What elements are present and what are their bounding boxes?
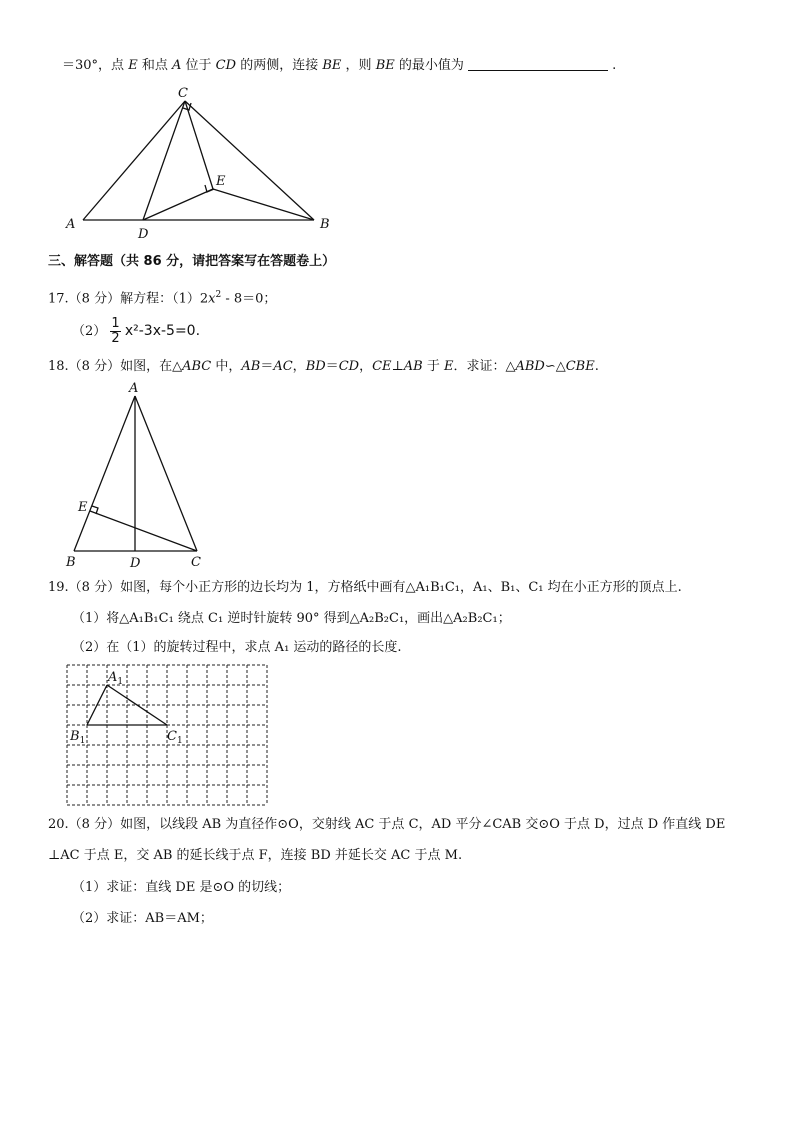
q18-ce: CE xyxy=(372,359,392,374)
q17-equation: x²-3x-5=0. xyxy=(124,323,201,339)
frac-den: 2 xyxy=(111,331,120,346)
q18-abd: ABD xyxy=(515,359,545,374)
q16-be: BE xyxy=(322,58,342,73)
q19-line1: 19.（8 分）如图，每个小正方形的边长均为 1，方格纸中画有△A₁B₁C₁，A₁、B₁、C₁ 均在小正方形的顶点上. xyxy=(48,580,682,595)
q16-and: 和点 xyxy=(141,58,168,73)
q18-at: 于 xyxy=(422,359,444,374)
frac-num: 1 xyxy=(111,316,120,331)
q18-eq1: ＝ xyxy=(260,359,274,374)
q18-prove: ．求证：△ xyxy=(453,359,516,374)
q20-line3: （1）求证：直线 DE 是⊙O 的切线； xyxy=(72,880,291,895)
q18-sim: ∽△ xyxy=(544,359,566,374)
q17-rest: - 8＝0； xyxy=(221,291,277,307)
q18-a: 18.（8 分）如图，在△ xyxy=(48,359,183,374)
q18-comma2: ， xyxy=(359,359,373,374)
q17-x: x xyxy=(208,291,216,307)
label-b: B xyxy=(66,555,76,570)
q19-line2: （1）将△A₁B₁C₁ 绕点 C₁ 逆时针旋转 90° 得到△A₂B₂C₁，画出△A₂B₂C₁； xyxy=(72,611,511,626)
q18-abc: ABC xyxy=(182,359,212,374)
q18-bd: BD xyxy=(305,359,326,374)
q16-located: 位于 xyxy=(185,58,212,73)
q18-eq2: ＝ xyxy=(325,359,339,374)
q18-cd: CD xyxy=(338,359,360,374)
label-a: A xyxy=(129,381,139,396)
label-c1: $C_1$ xyxy=(167,729,183,746)
q16-point-a: A xyxy=(171,58,182,73)
q16-period: . xyxy=(612,58,617,73)
q17-num: 17.（8 分）解方程：（1）2 xyxy=(48,291,209,307)
q18-ab2: AB xyxy=(403,359,423,374)
q17-part2-label: （2） xyxy=(72,324,107,339)
label-b: B xyxy=(320,217,330,232)
label-d: D xyxy=(130,556,141,571)
label-a: A xyxy=(66,217,76,232)
q16-point-e: E xyxy=(128,58,138,73)
q18-perp: ⊥ xyxy=(391,359,404,374)
q18-ac: AC xyxy=(273,359,293,374)
q16-min-is: 的最小值为 xyxy=(398,58,464,73)
q16-sides: 的两侧，连接 xyxy=(240,58,319,73)
q18-comma1: ， xyxy=(292,359,306,374)
label-b1: $B_1$ xyxy=(70,729,86,746)
section-heading: 三、解答题（共 86 分，请把答案写在答题卷上） xyxy=(48,254,336,269)
label-e: E xyxy=(78,500,88,515)
q17-sup: 2 xyxy=(215,290,222,300)
label-a1: $A_1$ xyxy=(108,670,124,687)
q16-prefix: ＝30°，点 xyxy=(62,58,125,73)
label-d: D xyxy=(138,227,149,242)
label-c: C xyxy=(178,86,188,101)
q16-then: ，则 xyxy=(345,58,372,73)
q18-ab: AB xyxy=(241,359,261,374)
label-c: C xyxy=(191,555,201,570)
q20-line4: （2）求证：AB＝AM； xyxy=(72,911,213,926)
q20-line2: ⊥AC 于点 E，交 AB 的延长线于点 F，连接 BD 并延长交 AC 于点 M. xyxy=(48,848,463,863)
q19-line3: （2）在（1）的旋转过程中，求点 A₁ 运动的路径的长度. xyxy=(72,640,402,655)
q20-line1: 20.（8 分）如图，以线段 AB 为直径作⊙O，交射线 AC 于点 C，AD 平分∠CAB 交⊙O 于点 D，过点 D 作直线 DE xyxy=(48,817,726,832)
q18-cbe: CBE xyxy=(565,359,595,374)
label-e: E xyxy=(216,174,226,189)
q16-cd: CD xyxy=(215,58,237,73)
q18-e: E xyxy=(443,359,454,374)
q16-be2: BE xyxy=(375,58,395,73)
q18-end: . xyxy=(594,359,599,374)
q18-in: 中， xyxy=(211,359,242,374)
